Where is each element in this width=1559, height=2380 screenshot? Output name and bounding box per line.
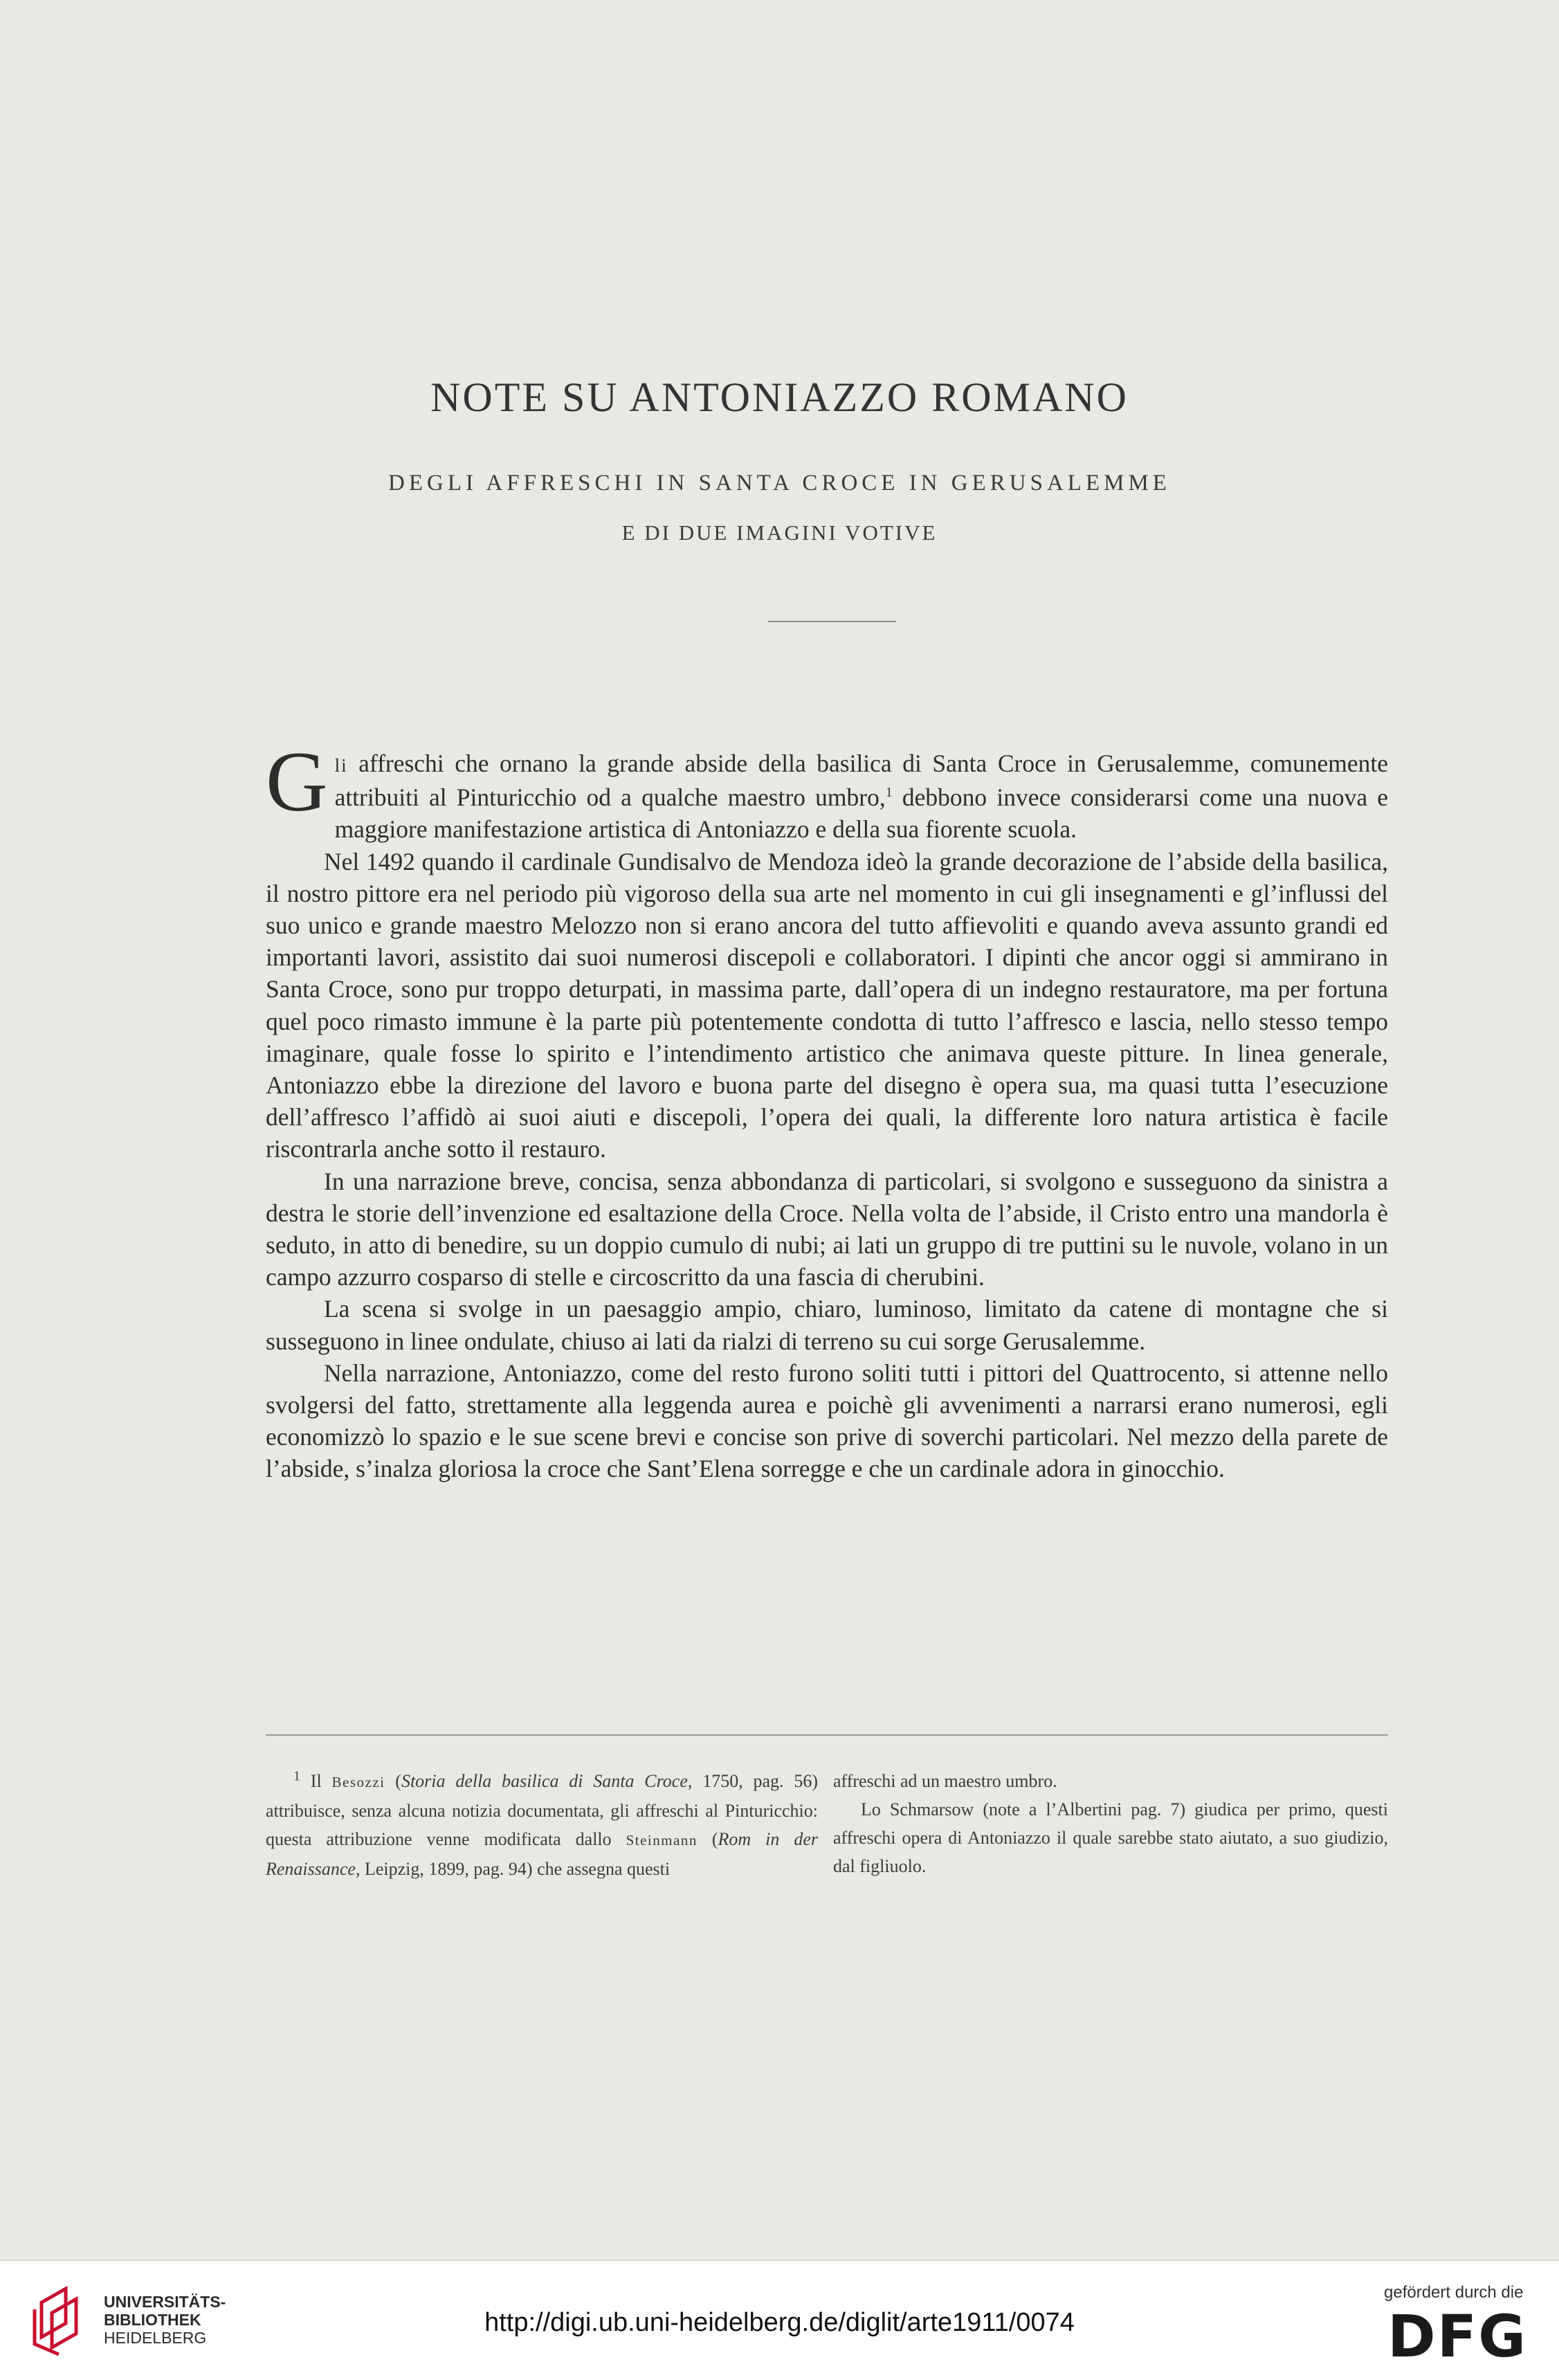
footnote-divider: [266, 1734, 1388, 1736]
drop-cap: G: [266, 734, 328, 829]
footnote-text: 1750, pag. 56) attribuisce, senza alcuna notizia documentata, gli affreschi al Pinturicchio: questa attribuzione venne modificata dallo: [266, 1771, 819, 1849]
work-title-steinmann: Rom in der Renaissance,: [266, 1829, 818, 1879]
footnote-continuation: affreschi ad un maestro umbro.: [833, 1771, 1057, 1791]
library-name-line3: HEIDELBERG: [104, 2329, 207, 2347]
permalink-url[interactable]: http://digi.ub.uni-heidelberg.de/diglit/arte1911/0074: [484, 2308, 1075, 2337]
footnote-1: [266, 1767, 818, 1883]
funding-label: gefördert durch die: [1384, 2283, 1524, 2302]
footnote-marker: 1: [293, 1768, 300, 1784]
lead-in: li: [334, 755, 348, 776]
digitization-footer: [0, 2260, 1559, 2380]
paragraph-1-text-b: debbono invece considerarsi come una nuova e maggiore manifestazione artistica di Antoniazzo e della sua fiorente scuola.: [334, 783, 1389, 844]
footnote-text: (: [385, 1771, 401, 1791]
footnote-text: Il: [300, 1771, 332, 1791]
footnote-ref: 1: [885, 785, 893, 801]
paragraph-3: In una narrazione breve, concisa, senza abbondanza di particolari, si svolgono e susseguono da sinistra a destra le storie dell’invenzione ed esaltazione della Croce. Nella volta de l’abside, il Cristo entro una mandorla è seduto, in atto di benedire, su un doppio cumulo di nubi; ai lati un gruppo di tre puttini su le nuvole, volano in un campo azzurro cosparso di stelle e circoscritto da una fascia di cherubini.: [266, 1167, 1388, 1291]
dfg-logo: DFG: [1387, 2302, 1528, 2370]
library-name-line1: UNIVERSITÄTS-: [104, 2293, 226, 2311]
paragraph-4: La scena si svolge in un paesaggio ampio, chiaro, luminoso, limitato da catene di montagne che si susseguono in linee ondulate, chiuso ai lati da rialzi di terreno su cui sorge Gerusalemme.: [266, 1295, 1388, 1355]
author-steinmann: Steinmann: [626, 1832, 698, 1848]
author-besozzi: Besozzi: [331, 1774, 385, 1790]
title-divider: [768, 621, 896, 622]
footnote-column-right: [833, 1767, 1388, 1883]
library-name-line2: BIBLIOTHEK: [104, 2311, 201, 2329]
footnote-schmarsow: Lo Schmarsow (note a l’Albertini pag. 7) giudica per primo, questi affreschi opera di Antoniazzo il quale sarebbe stato aiutato, a suo giudizio, dal figliuolo.: [833, 1799, 1388, 1876]
article-body: [266, 734, 1389, 1485]
paragraph-5: Nella narrazione, Antoniazzo, come del resto furono soliti tutti i pittori del Quattrocento, si attenne nello svolgersi del fatto, strettamente alla leggenda aurea e poichè gli avvenimenti a narrarsi erano numerosi, egli economizzò lo spazio e le sue scene brevi e concise son prive di soverchi particolari. Nel mezzo della parete de l’abside, s’inalza gloriosa la croce che Sant’Elena sorregge e che un cardinale adora in ginocchio.: [266, 1359, 1388, 1483]
article-subtitle-line1: DEGLI AFFRESCHI IN SANTA CROCE IN GERUSALEMME: [388, 471, 1171, 496]
footnote-column-left: [266, 1767, 818, 1883]
article-subtitle-line2: E DI DUE IMAGINI VOTIVE: [621, 520, 938, 545]
paragraph-1: [266, 734, 1389, 846]
article-title: NOTE SU ANTONIAZZO ROMANO: [430, 374, 1129, 420]
paragraph-1-text-a: affreschi che ornano la grande abside della basilica di Santa Croce in Gerusalemme, comunemente attribuiti al Pinturicchio od a qualche maestro umbro,: [334, 750, 1388, 812]
paragraph-2: Nel 1492 quando il cardinale Gundisalvo de Mendoza ideò la grande decorazione de l’abside della basilica, il nostro pittore era nel periodo più vigoroso della sua arte nel momento in cui gli insegnamenti e gl’influssi del suo unico e grande maestro Melozzo non si erano ancora del tutto affievoliti e quando aveva assunto grandi ed importanti lavori, assistito dai suoi numerosi discepoli e collaboratori. I dipinti che ancor oggi si ammirano in Santa Croce, sono pur troppo deturpati, in massima parte, dall’opera di un indegno restauratore, ma per fortuna quel poco rimasto immune è la parte più potentemente condotta di tutto l’affresco e lascia, nello stesso tempo imaginare, quale fosse lo spirito e l’intendimento artistico che animava queste pitture. In linea generale, Antoniazzo ebbe la direzione del lavoro e buona parte del disegno è opera sua, ma quasi tutta l’esecuzione dell’affresco l’affidò ai suoi aiuti e discepoli, l’opera dei quali, la differente loro natura artistica è facile riscontrarla anche sotto il restauro.: [266, 847, 1388, 1163]
footnotes: [266, 1767, 1388, 1883]
footnote-text: (: [697, 1829, 718, 1849]
work-title-besozzi: Storia della basilica di Santa Croce,: [401, 1771, 693, 1791]
footnote-text: Leipzig, 1899, pag. 94) che assegna questi: [360, 1859, 671, 1879]
